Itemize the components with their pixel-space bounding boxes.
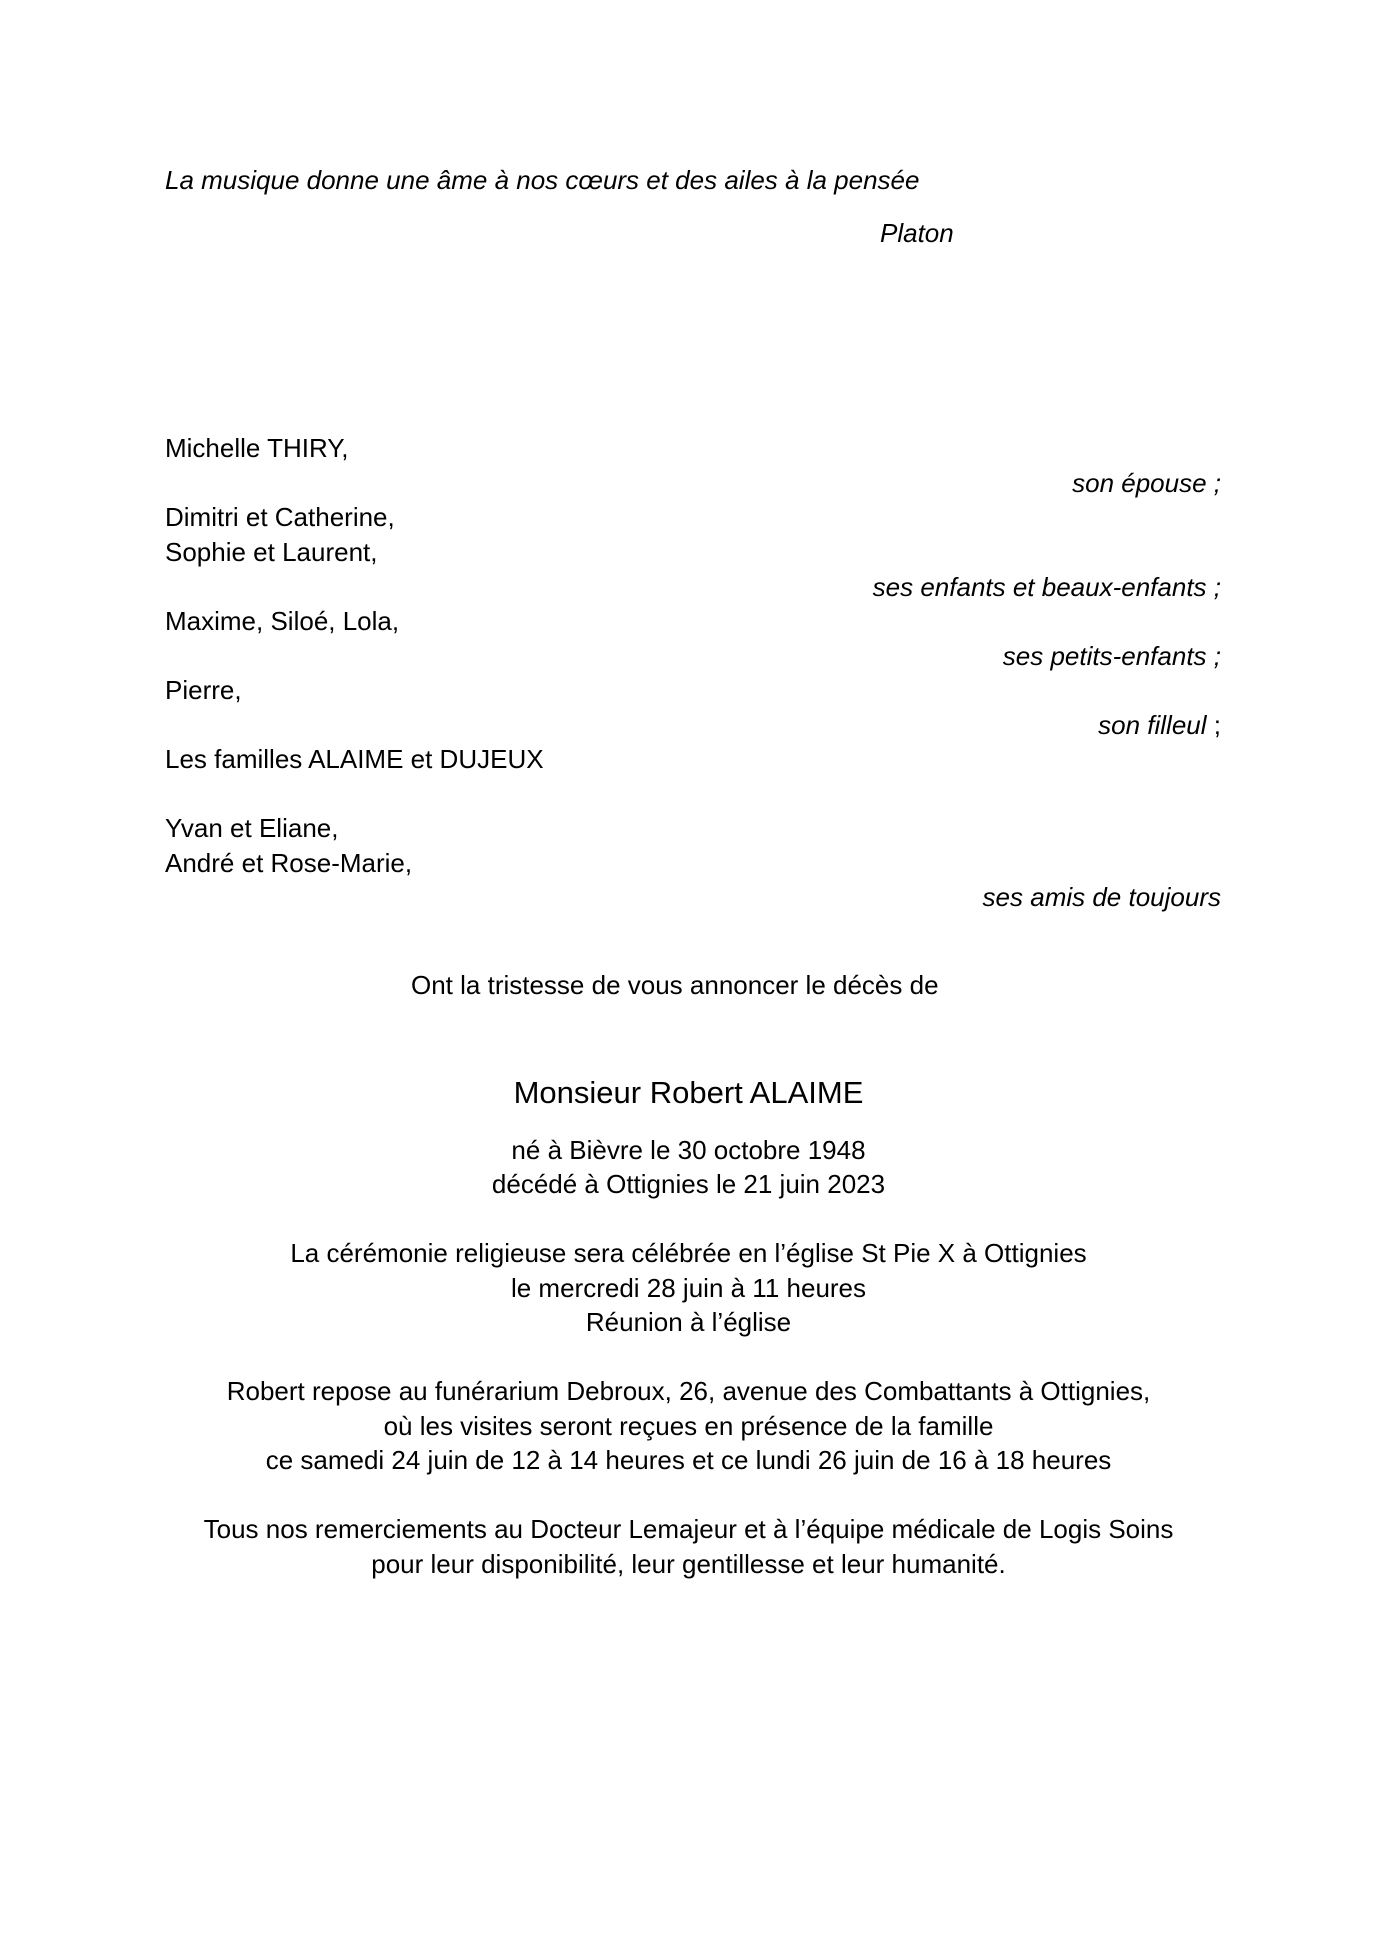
family-friend-1: Yvan et Eliane,: [165, 813, 339, 843]
announcement-text: Ont la tristesse de vous annoncer le décès de: [411, 970, 939, 1000]
ceremony-line-3: Réunion à l’église: [585, 1307, 792, 1337]
family-godson-role-line: [1098, 712, 1221, 738]
deceased-name: Monsieur Robert ALAIME: [513, 1075, 864, 1110]
thanks-line-2: pour leur disponibilité, leur gentillesse et leur humanité.: [371, 1549, 1006, 1579]
family-families: Les familles ALAIME et DUJEUX: [165, 744, 544, 774]
family-wife-role: son épouse ;: [1072, 468, 1221, 498]
family-child-2: Sophie et Laurent,: [165, 537, 378, 567]
family-godson-role: son filleul: [1098, 710, 1207, 740]
family-friends-role: ses amis de toujours: [982, 882, 1221, 912]
family-grandchildren-role: ses petits-enfants ;: [1002, 641, 1221, 671]
thanks-line-1: Tous nos remerciements au Docteur Lemajeur et à l’équipe médicale de Logis Soins: [203, 1514, 1174, 1544]
deceased-born: né à Bièvre le 30 octobre 1948: [511, 1135, 866, 1165]
family-child-1: Dimitri et Catherine,: [165, 502, 395, 532]
family-wife: Michelle THIRY,: [165, 433, 349, 463]
deceased-died: décédé à Ottignies le 21 juin 2023: [491, 1169, 886, 1199]
family-godson-role-end: ;: [1206, 710, 1221, 740]
family-godson: Pierre,: [165, 675, 242, 705]
visitation-line-3: ce samedi 24 juin de 12 à 14 heures et ce lundi 26 juin de 16 à 18 heures: [265, 1445, 1112, 1475]
ceremony-line-1: La cérémonie religieuse sera célébrée en l’église St Pie X à Ottignies: [290, 1238, 1087, 1268]
ceremony-line-2: le mercredi 28 juin à 11 heures: [510, 1273, 867, 1303]
family-children-role: ses enfants et beaux-enfants ;: [872, 572, 1221, 602]
epigraph-author: Platon: [880, 218, 954, 248]
family-friend-2: André et Rose-Marie,: [165, 848, 413, 878]
epigraph-quote: La musique donne une âme à nos cœurs et des ailes à la pensée: [165, 165, 920, 195]
family-grandchildren: Maxime, Siloé, Lola,: [165, 606, 400, 636]
visitation-line-2: où les visites seront reçues en présence de la famille: [383, 1411, 994, 1441]
visitation-line-1: Robert repose au funérarium Debroux, 26, avenue des Combattants à Ottignies,: [226, 1376, 1151, 1406]
